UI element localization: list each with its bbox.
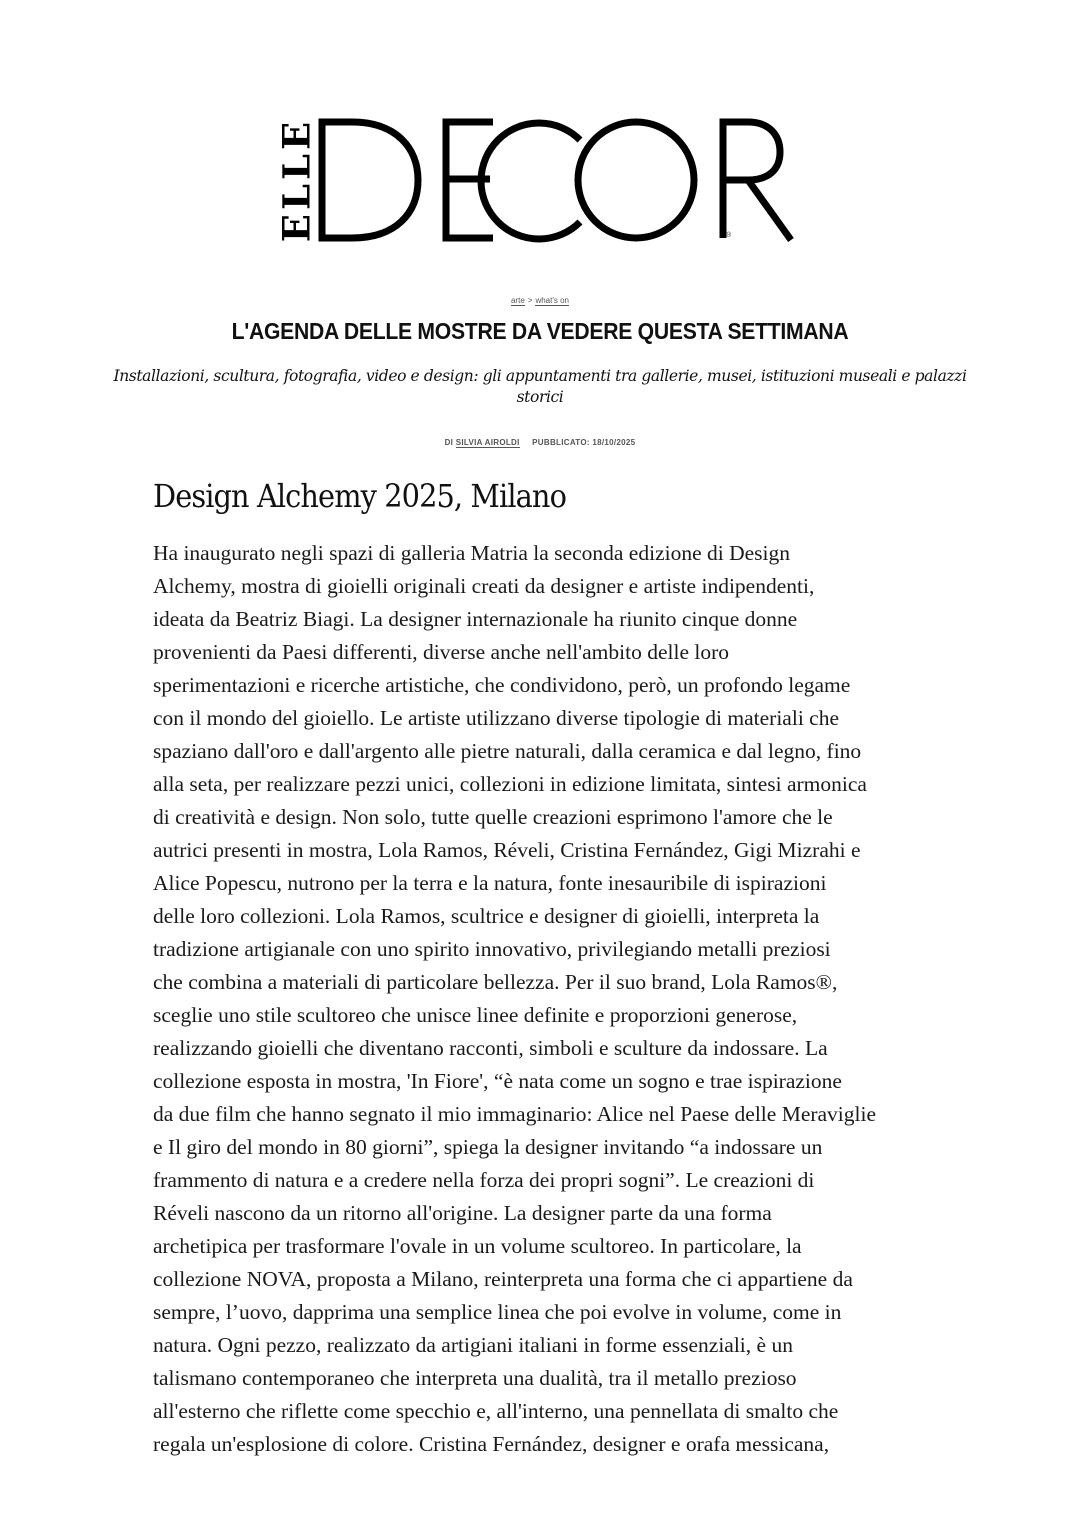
body-line: alla seta, per realizzare pezzi unici, collezioni in edizione limitata, sintesi armonica — [153, 772, 867, 796]
body-line: di creatività e design. Non solo, tutte quelle creazioni esprimono l'amore che le — [153, 805, 833, 829]
body-line: sperimentazioni e ricerche artistiche, che condividono, però, un profondo legame — [153, 673, 851, 697]
body-line: da due film che hanno segnato il mio immaginario: Alice nel Paese delle Meraviglie — [153, 1102, 877, 1126]
body-line: talismano contemporaneo che interpreta una dualità, tra il metallo prezioso — [153, 1366, 797, 1390]
body-line: realizzando gioielli che diventano racconti, simboli e sculture da indossare. La — [153, 1036, 828, 1060]
body-line: collezione esposta in mostra, 'In Fiore', “è nata come un sogno e trae ispirazione — [153, 1069, 842, 1093]
registered-mark: ® — [726, 232, 732, 239]
body-line: provenienti da Paesi differenti, diverse anche nell'ambito delle loro — [153, 640, 730, 664]
body-line: frammento di natura e a credere nella forza dei propri sogni”. Le creazioni di — [153, 1168, 815, 1192]
logo-elle-text: ELLE — [274, 117, 319, 243]
body-line: Alice Popescu, nutrono per la terra e la natura, fonte inesauribile di ispirazioni — [153, 871, 827, 895]
body-line: autrici presenti in mostra, Lola Ramos, Réveli, Cristina Fernández, Gigi Mizrahi e — [153, 838, 861, 862]
body-line: sceglie uno stile scultoreo che unisce linee definite e proporzioni generose, — [153, 1003, 798, 1027]
breadcrumb-separator: > — [527, 296, 533, 305]
body-line: archetipica per trasformare l'ovale in un volume scultoreo. In particolare, la — [153, 1234, 802, 1258]
page-title: L'AGENDA DELLE MOSTRE DA VEDERE QUESTA SETTIMANA — [231, 318, 849, 344]
byline-prefix: DI — [444, 438, 454, 447]
publish-date: PUBBLICATO: 18/10/2025 — [532, 438, 636, 447]
body-line: tradizione artigianale con uno spirito innovativo, privilegiando metalli preziosi — [153, 937, 831, 961]
body-line: regala un'esplosione di colore. Cristina Fernández, designer e orafa messicana, — [153, 1432, 830, 1456]
body-line: Alchemy, mostra di gioielli originali creati da designer e artiste indipendenti, — [153, 574, 815, 598]
body-line: collezione NOVA, proposta a Milano, reinterpreta una forma che ci appartiene da — [153, 1267, 853, 1291]
body-line: con il mondo del gioiello. Le artiste utilizzano diverse tipologie di materiali che — [153, 706, 840, 730]
logo-decor-wordmark — [318, 118, 798, 243]
author-link[interactable]: SILVIA AIROLDI — [455, 438, 520, 447]
body-line: sempre, l’uovo, dapprima una semplice linea che poi evolve in volume, come in — [153, 1300, 842, 1324]
body-line: Réveli nascono da un ritorno all'origine. La designer parte da una forma — [153, 1201, 772, 1225]
article — [153, 474, 973, 1461]
article-heading: Design Alchemy 2025, Milano — [153, 477, 567, 515]
page-subtitle: Installazioni, scultura, fotografia, video e design: gli appuntamenti tra gallerie, musei, istituzioni museali e palazzi storici — [113, 367, 967, 406]
article-body — [153, 537, 973, 1461]
body-line: spaziano dall'oro e dall'argento alle pietre naturali, dalla ceramica e dal legno, fino — [153, 739, 862, 763]
elle-decor-logo[interactable] — [274, 117, 802, 248]
body-line: e Il giro del mondo in 80 giorni”, spiega la designer invitando “a indossare un — [153, 1135, 823, 1159]
logo-elle-wordmark — [274, 117, 319, 243]
breadcrumb-link-whats-on[interactable]: what's on — [535, 296, 569, 305]
breadcrumb-link-arte[interactable]: arte — [510, 296, 525, 305]
body-line: all'esterno che riflette come specchio e, all'interno, una pennellata di smalto che — [153, 1399, 839, 1423]
breadcrumb — [0, 296, 1080, 305]
body-line: natura. Ogni pezzo, realizzato da artigiani italiani in forme essenziali, è un — [153, 1333, 793, 1357]
byline — [0, 438, 1080, 447]
body-line: Ha inaugurato negli spazi di galleria Matria la seconda edizione di Design — [153, 541, 791, 565]
body-line: che combina a materiali di particolare bellezza. Per il suo brand, Lola Ramos®, — [153, 970, 838, 994]
body-line: delle loro collezioni. Lola Ramos, scultrice e designer di gioielli, interpreta la — [153, 904, 820, 928]
body-line: ideata da Beatriz Biagi. La designer internazionale ha riunito cinque donne — [153, 607, 798, 631]
